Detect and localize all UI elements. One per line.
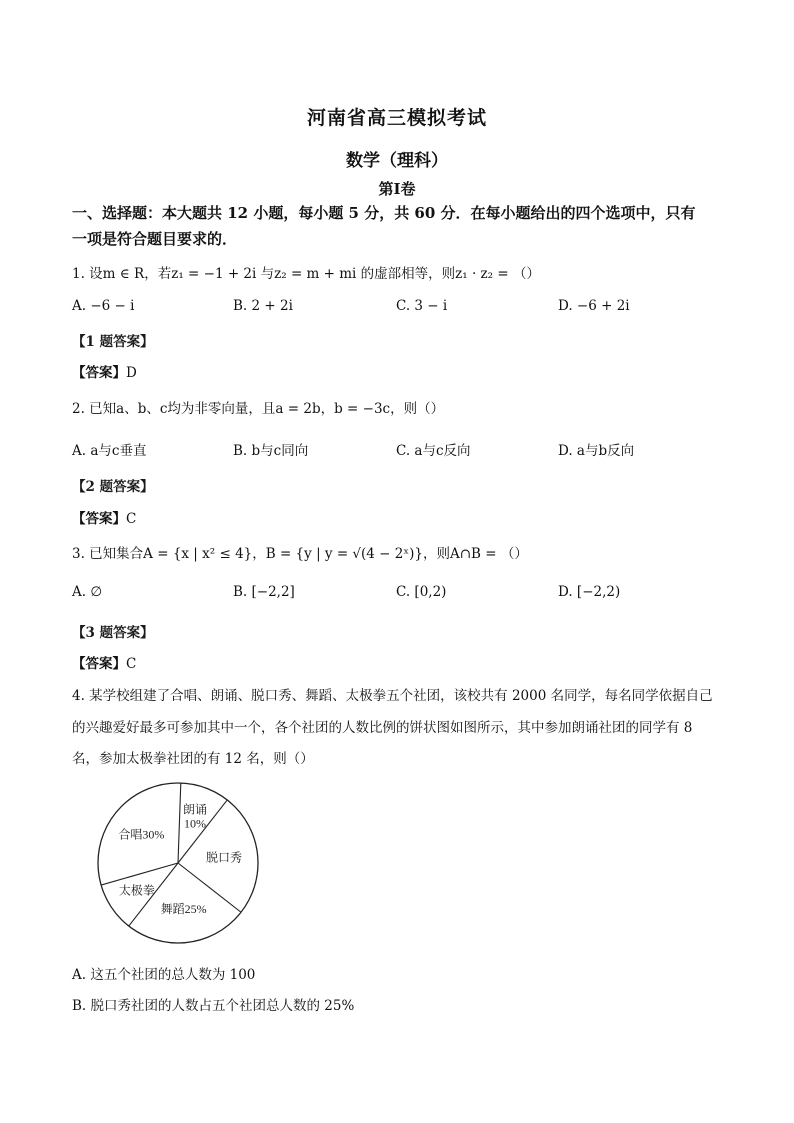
question-2-stem: 2. 已知a、b、c均为非零向量，且a = 2b，b = −3c，则（）	[72, 401, 445, 417]
pie-slice-label: 合唱30%	[118, 827, 165, 842]
answer-label: 【答案】	[72, 656, 126, 672]
question-1-answer-tag: 【1 题答案】	[72, 334, 154, 350]
pie-chart	[90, 775, 270, 955]
question-3-option-c: C. [0,2)	[396, 584, 447, 600]
question-3-answer	[72, 652, 136, 672]
question-3-option-d: D. [−2,2)	[558, 584, 621, 600]
question-1-stem: 1. 设m ∈ R，若z₁ = −1 + 2i 与z₂ = m + mi 的虚部相等，则z₁ · z₂ = （）	[72, 266, 540, 282]
pie-slice-label: 朗诵 10%	[182, 802, 207, 831]
question-2-option-a: A. a与c垂直	[72, 443, 147, 459]
question-3-option-b: B. [−2,2]	[233, 584, 295, 600]
question-4-stem-line2: 的兴趣爱好最多可参加其中一个，各个社团的人数比例的饼状图如图所示，其中参加朗诵社团的同学有 8	[72, 720, 693, 736]
section-heading-line1: 一、选择题：本大题共 12 小题，每小题 5 分，共 60 分．在每小题给出的四个选项中，只有	[72, 204, 696, 222]
question-4-option-a: A. 这五个社团的总人数为 100	[72, 967, 256, 983]
answer-label: 【答案】	[72, 365, 126, 381]
question-1-option-b: B. 2 + 2i	[233, 298, 293, 314]
question-3-option-a: A. ∅	[72, 584, 103, 600]
question-2-option-c: C. a与c反向	[396, 443, 471, 459]
question-2-option-d: D. a与b反向	[558, 443, 635, 459]
section-heading-line2: 一项是符合题目要求的．	[72, 230, 238, 248]
exam-title: 河南省高三模拟考试	[306, 107, 487, 129]
pie-slice-label: 太极拳	[118, 883, 155, 898]
question-3-answer-tag: 【3 题答案】	[72, 625, 154, 641]
answer-value: C	[126, 656, 137, 672]
answer-value: D	[126, 365, 137, 381]
pie-slice-label: 脱口秀	[206, 850, 243, 865]
question-4-stem-line1: 4. 某学校组建了合唱、朗诵、脱口秀、舞蹈、太极拳五个社团，该校共有 2000 名同学，每名同学依据自己	[72, 688, 713, 704]
volume-label: 第I卷	[378, 180, 416, 198]
question-3-stem: 3. 已知集合A = {x | x² ≤ 4}，B = {y | y = √(4 − 2ˣ)}，则A∩B = （）	[72, 546, 528, 562]
question-4-option-b: B. 脱口秀社团的人数占五个社团总人数的 25%	[72, 998, 355, 1014]
question-1-answer	[72, 361, 137, 381]
question-1-option-c: C. 3 − i	[396, 298, 448, 314]
answer-value: C	[126, 511, 137, 527]
question-1-option-d: D. −6 + 2i	[558, 298, 630, 314]
pie-slice-label: 舞蹈25%	[160, 902, 207, 917]
question-2-option-b: B. b与c同向	[233, 443, 309, 459]
question-1-option-a: A. −6 − i	[72, 298, 135, 314]
answer-label: 【答案】	[72, 511, 126, 527]
question-2-answer	[72, 507, 136, 527]
question-4-stem-line3: 名，参加太极拳社团的有 12 名，则（）	[72, 751, 314, 767]
question-2-answer-tag: 【2 题答案】	[72, 479, 154, 495]
exam-subtitle: 数学（理科）	[346, 151, 448, 171]
